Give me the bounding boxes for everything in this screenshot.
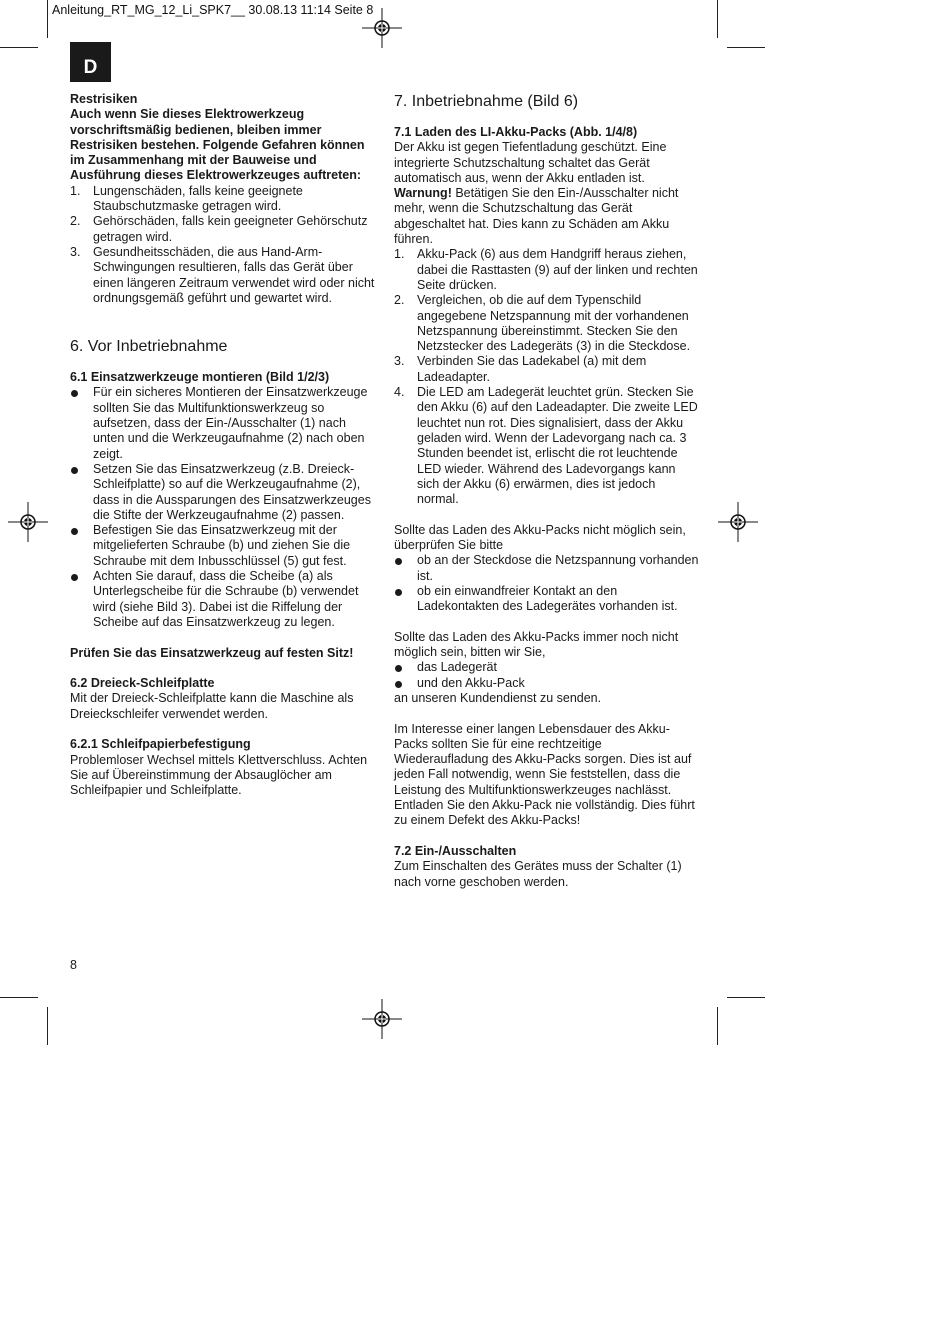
list-item — [394, 247, 699, 293]
list-item-text: Gehörschäden, falls kein geeigneter Gehörschutz getragen wird. — [93, 214, 368, 244]
list-item — [394, 354, 699, 385]
bullet-icon — [71, 467, 78, 474]
registration-mark-icon — [362, 999, 402, 1039]
list-item — [70, 214, 375, 245]
section-6-1-list — [70, 385, 375, 630]
list-item — [394, 660, 699, 675]
list-item — [70, 245, 375, 306]
list-item — [70, 385, 375, 461]
service-outro: an unseren Kundendienst zu senden. — [394, 690, 602, 705]
list-item-text: Für ein sicheres Montieren der Einsatzwerkzeuge sollten Sie das Multifunktionswerkzeug so aufsetzen, dass der Ein-/Ausschalter (1) nach unten und die Werkzeugaufnahme (2) nach oben zeigt. — [93, 385, 368, 461]
crop-mark — [727, 47, 765, 48]
list-item — [70, 523, 375, 569]
list-item-text: und den Akku-Pack — [417, 675, 525, 690]
restrisiken-title: Restrisiken — [70, 92, 138, 106]
list-item-text: Setzen Sie das Einsatzwerkzeug (z.B. Dreieck-Schleifplatte) so auf die Werkzeugaufnahme (2), dass in die Aussparungen des Einsatzwerkzeuges die Stifte der Werkzeugaufnahme (2) passen. — [93, 461, 371, 522]
bullet-icon — [395, 558, 402, 565]
list-item-text: ob ein einwandfreier Kontakt an den Ladekontakten des Ladegerätes vorhanden ist. — [417, 583, 678, 614]
crop-mark — [0, 997, 38, 998]
section-6-1-heading: 6.1 Einsatzwerkzeuge montieren (Bild 1/2/3) — [70, 370, 330, 385]
list-number: 4. — [394, 385, 405, 400]
list-item — [394, 385, 699, 507]
language-badge — [70, 42, 111, 82]
bullet-icon — [395, 681, 402, 688]
list-item-text: Die LED am Ladegerät leuchtet grün. Stecken Sie den Akku (6) auf den Ladeadapter. Die zweite LED leuchtet nun rot. Dies signalisiert, dass der Akku geladen wird. Wenn der Ladevorgang nach ca. 3 Stunden beendet ist, erlischt die rot leuchtende LED wieder. Während des Ladevorgangs kann sich der Akku (6) erwärmen, dies ist jedoch normal. — [417, 385, 698, 507]
crop-mark — [0, 47, 38, 48]
service-intro: Sollte das Laden des Akku-Packs immer noch nicht möglich sein, bitten wir Sie, — [394, 629, 679, 660]
section-7-1-text: Der Akku ist gegen Tiefentladung geschützt. Eine integrierte Schutzschaltung schaltet das Gerät automatisch aus, wenn der Akku entladen ist. — [394, 140, 667, 185]
list-number: 3. — [70, 244, 81, 259]
page-number: 8 — [70, 958, 77, 972]
section-6-2-1-heading: 6.2.1 Schleifpapierbefestigung — [70, 737, 251, 752]
list-item — [394, 584, 699, 615]
list-item-text: Vergleichen, ob die auf dem Typenschild angegebene Netzspannung mit der vorhandenen Netzspannung übereinstimmt. Stecken Sie den Netzstecker des Ladegeräts (3) in die Steckdose. — [417, 293, 691, 354]
list-item-text: Achten Sie darauf, dass die Scheibe (a) als Unterlegscheibe für die Schraube (b) verwendet wird (siehe Bild 3). Dabei ist die Riffelung der Scheibe auf das Einsatzwerkzeug zu legen. — [93, 569, 359, 629]
list-item — [394, 676, 699, 691]
list-item — [70, 184, 375, 215]
lifetime-text: Im Interesse einer langen Lebensdauer des Akku-Packs sollten Sie für eine rechtzeitige Wiederaufladung des Akku-Packs sorgen. Dies ist auf jeden Fall notwendig, wenn Sie feststellen, dass die Leistung des Multifunktionswerkzeuges nachlässt. — [394, 721, 692, 797]
list-item-text: Verbinden Sie das Ladekabel (a) mit dem Ladeadapter. — [417, 354, 647, 384]
section-7-heading: 7. Inbetriebnahme (Bild 6) — [394, 93, 579, 110]
bullet-icon — [71, 574, 78, 581]
crop-mark — [717, 1007, 718, 1045]
list-number: 2. — [394, 293, 405, 308]
section-7-2-heading: 7.2 Ein-/Ausschalten — [394, 843, 517, 858]
left-column — [70, 92, 375, 798]
restrisiken-intro: Auch wenn Sie dieses Elektrowerkzeug vorschriftsmäßig bedienen, bleiben immer Restrisiken bestehen. Folgende Gefahren können im Zusammenhang mit der Bauweise und Ausführung dieses Elektrowerkzeuges auftreten: — [70, 107, 365, 183]
list-item — [70, 462, 375, 523]
section-6-1-note: Prüfen Sie das Einsatzwerkzeug auf festen Sitz! — [70, 645, 354, 660]
registration-mark-icon — [362, 8, 402, 48]
section-7-2-text: Zum Einschalten des Gerätes muss der Schalter (1) nach vorne geschoben werden. — [394, 859, 682, 889]
bullet-icon — [395, 665, 402, 672]
list-number: 1. — [70, 183, 81, 198]
language-badge-label: D — [83, 57, 98, 78]
bullet-icon — [395, 589, 402, 596]
warning-label: Warnung! — [394, 186, 452, 201]
list-number: 2. — [70, 214, 81, 229]
crop-mark — [717, 0, 718, 38]
warning-text: Betätigen Sie den Ein-/Ausschalter nicht mehr, wenn die Schutzschaltung das Gerät abgeschaltet hat. Dies kann zu Schäden am Akku führen. — [394, 186, 679, 247]
section-7-1-heading: 7.1 Laden des LI-Akku-Packs (Abb. 1/4/8) — [394, 125, 638, 139]
section-6-2-1-text: Problemloser Wechsel mittels Klettverschluss. Achten Sie auf Übereinstimmung der Absauglöcher am Schleifpapier und Schleifplatte. — [70, 752, 368, 798]
list-item-text: Gesundheitsschäden, die aus Hand-Arm-Schwingungen resultieren, falls das Gerät über einen längeren Zeitraum verwendet wird oder nicht ordnungsgemäß geführt und gewartet wird. — [93, 244, 375, 305]
check-list — [394, 553, 699, 614]
service-list — [394, 660, 699, 691]
list-number: 1. — [394, 247, 405, 262]
list-item-text: das Ladegerät — [417, 660, 497, 675]
section-6-2-heading: 6.2 Dreieck-Schleifplatte — [70, 676, 215, 691]
list-item-text: Befestigen Sie das Einsatzwerkzeug mit der mitgelieferten Schraube (b) und ziehen Sie die Schraube mit dem Inbusschlüssel (5) gut fest. — [93, 523, 351, 568]
registration-mark-icon — [8, 502, 48, 542]
discharge-text: Entladen Sie den Akku-Pack nie vollständig. Dies führt zu einem Defekt des Akku-Packs! — [394, 798, 695, 828]
bullet-icon — [71, 528, 78, 535]
check-intro: Sollte das Laden des Akku-Packs nicht möglich sein, überprüfen Sie bitte — [394, 522, 686, 553]
restrisiken-list — [70, 184, 375, 306]
list-item — [394, 293, 699, 354]
crop-mark — [47, 0, 48, 38]
list-item-text: Lungenschäden, falls keine geeignete Staubschutzmaske getragen wird. — [93, 183, 303, 214]
printer-slug: Anleitung_RT_MG_12_Li_SPK7__ 30.08.13 11:14 Seite 8 — [52, 3, 374, 17]
section-6-2-text: Mit der Dreieck-Schleifplatte kann die Maschine als Dreieckschleifer verwendet werden. — [70, 691, 354, 721]
bullet-icon — [71, 390, 78, 397]
section-6-heading: 6. Vor Inbetriebnahme — [70, 338, 228, 356]
list-item — [394, 553, 699, 584]
list-item-text: Akku-Pack (6) aus dem Handgriff heraus ziehen, dabei die Rasttasten (9) auf der linken und rechten Seite drücken. — [417, 247, 698, 292]
list-item-text: ob an der Steckdose die Netzspannung vorhanden ist. — [417, 553, 699, 583]
list-item — [70, 569, 375, 630]
section-7-1-list — [394, 247, 699, 507]
list-number: 3. — [394, 354, 405, 369]
warning-paragraph — [394, 186, 699, 247]
crop-mark — [47, 1007, 48, 1045]
crop-mark — [727, 997, 765, 998]
right-column — [394, 92, 699, 890]
registration-mark-icon — [718, 502, 758, 542]
